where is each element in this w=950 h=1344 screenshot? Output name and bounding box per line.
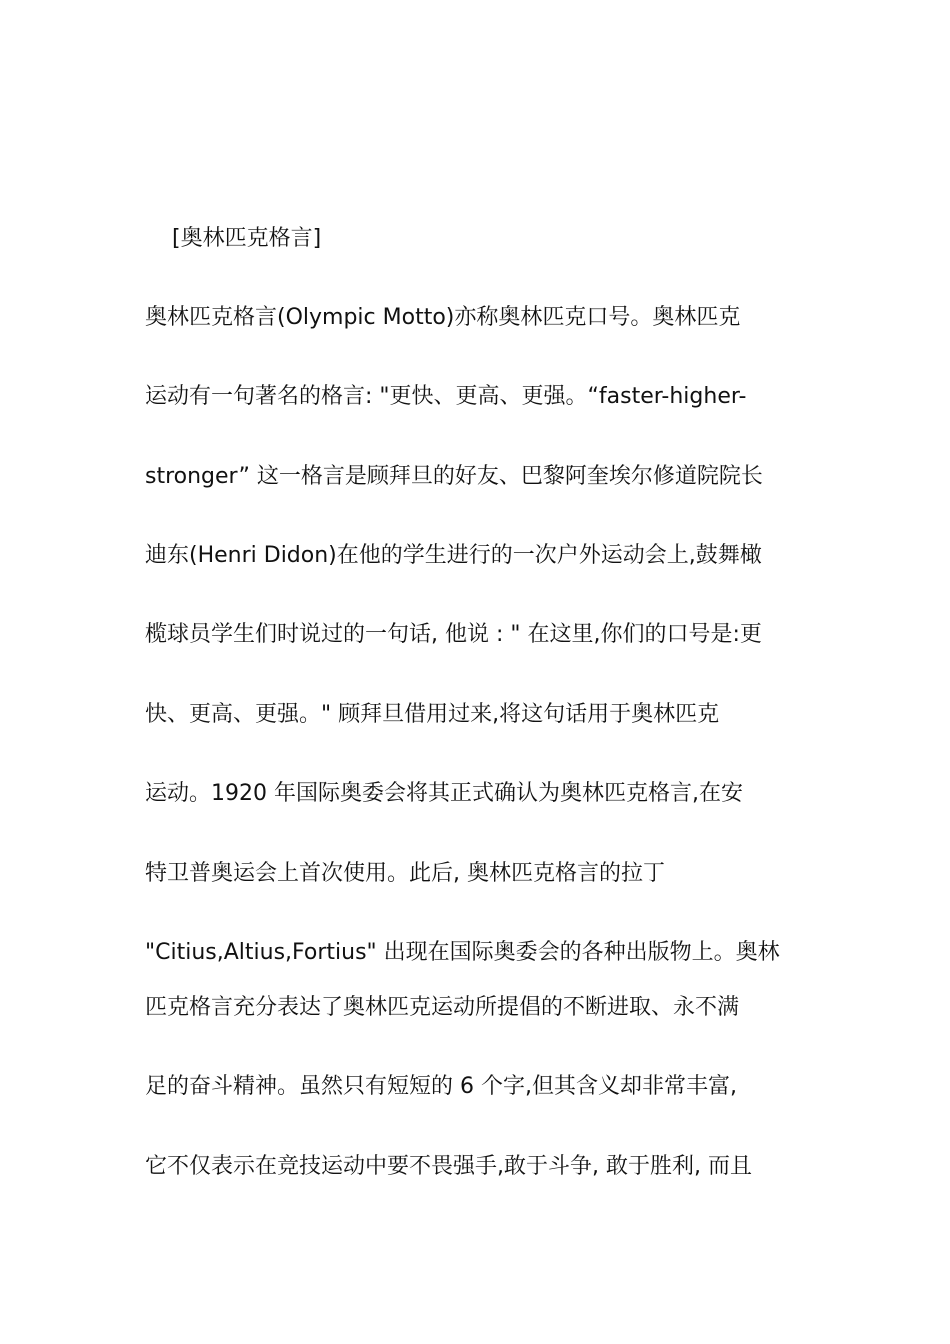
paragraph-line: 运动有一句著名的格言: "更快、更高、更强。“faster-higher-	[145, 384, 747, 409]
paragraph-line: stronger” 这一格言是顾拜旦的好友、巴黎阿奎埃尔修道院院长	[145, 464, 763, 489]
paragraph-line: 奥林匹克格言(Olympic Motto)亦称奥林匹克口号。奥林匹克	[145, 305, 741, 330]
paragraph-line: 榄球员学生们时说过的一句话, 他说 : " 在这里,你们的口号是:更	[145, 622, 762, 647]
paragraph-line: 足的奋斗精神。虽然只有短短的 6 个字,但其含义却非常丰富,	[145, 1074, 737, 1099]
paragraph-line: "Citius,Altius,Fortius" 出现在国际奥委会的各种出版物上。奥林	[145, 940, 780, 965]
paragraph-line: 特卫普奥运会上首次使用。此后, 奥林匹克格言的拉丁	[145, 861, 665, 886]
paragraph-line: 运动。1920 年国际奥委会将其正式确认为奥林匹克格言,在安	[145, 781, 743, 806]
paragraph-line: 匹克格言充分表达了奥林匹克运动所提倡的不断进取、永不满	[145, 995, 740, 1020]
document-heading: [奥林匹克格言]	[172, 226, 322, 251]
paragraph-line: 它不仅表示在竞技运动中要不畏强手,敢于斗争, 敢于胜利, 而且	[145, 1154, 752, 1179]
paragraph-line: 迪东(Henri Didon)在他的学生进行的一次户外运动会上,鼓舞橄	[145, 543, 762, 568]
paragraph-line: 快、更高、更强。" 顾拜旦借用过来,将这句话用于奥林匹克	[145, 702, 720, 727]
